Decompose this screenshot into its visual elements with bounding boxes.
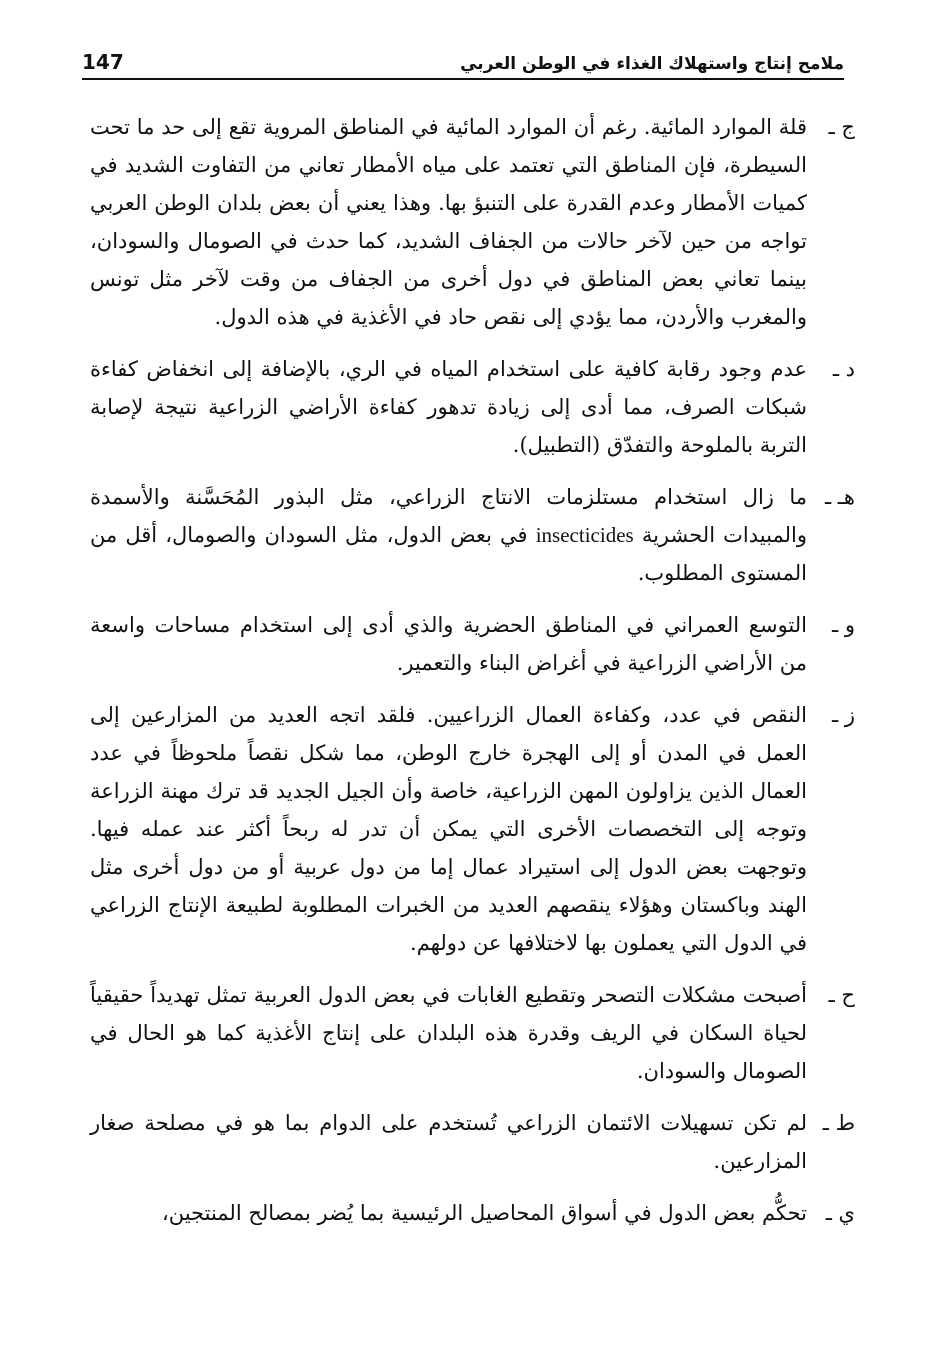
item-marker: ح ـ xyxy=(828,983,855,1007)
list-item xyxy=(90,606,855,682)
item-text-before: ما زال استخدام مستلزمات الانتاج الزراعي، مثل البذور المُحَسَّنة والأسمدة والمبيدات الحشرية xyxy=(90,485,807,547)
item-text: التوسع العمراني في المناطق الحضرية والذي أدى إلى استخدام مساحات واسعة من الأراضي الزراعية في أغراض البناء والتعمير. xyxy=(90,613,807,675)
item-text xyxy=(90,478,807,592)
item-text-after: في بعض الدول، مثل السودان والصومال، أقل من المستوى المطلوب. xyxy=(90,523,807,585)
latin-term: insecticides xyxy=(535,523,634,547)
item-marker: ز ـ xyxy=(832,703,855,727)
item-marker: هـ ـ xyxy=(824,485,855,509)
item-marker: ج ـ xyxy=(828,115,855,139)
item-text: تحكُّم بعض الدول في أسواق المحاصيل الرئيسية بما يُضر بمصالح المنتجين، xyxy=(161,1201,807,1225)
item-marker: د ـ xyxy=(832,357,855,381)
list-item xyxy=(90,1104,855,1180)
item-marker: ط ـ xyxy=(822,1111,855,1135)
item-marker: و ـ xyxy=(832,613,855,637)
list-item xyxy=(90,1194,855,1232)
list-item xyxy=(90,350,855,464)
item-text: أصبحت مشكلات التصحر وتقطيع الغابات في بعض الدول العربية تمثل تهديداً حقيقياً لحياة السكان في الريف وقدرة هذه البلدان على إنتاج الأغذية كما هو الحال في الصومال والسودان. xyxy=(90,983,807,1083)
list-item xyxy=(90,478,855,592)
item-text: عدم وجود رقابة كافية على استخدام المياه في الري، بالإضافة إلى انخفاض كفاءة شبكات الصرف، مما أدى إلى زيادة تدهور كفاءة الأراضي الزراعية نتيجة لإصابة التربة بالملوحة والتفدّق (التطبيل). xyxy=(90,357,807,457)
item-text: قلة الموارد المائية. رغم أن الموارد المائية في المناطق المروية تقع إلى حد ما تحت السيطرة، فإن المناطق التي تعتمد على مياه الأمطار تعاني من التفاوت الشديد في كميات الأمطار وعدم القدرة على التنبؤ بها. وهذا يعني أن بعض بلدان الوطن العربي تواجه من حين لآخر حالات من الجفاف الشديد، كما حدث في الصومال والسودان، بينما تعاني بعض المناطق في دول أخرى من الجفاف من وقت لآخر مثل تونس والمغرب والأردن، مما يؤدي إلى نقص حاد في الأغذية في هذه الدول. xyxy=(90,115,807,329)
item-text: النقص في عدد، وكفاءة العمال الزراعيين. فلقد اتجه العديد من المزارعين إلى العمل في المدن أو إلى الهجرة خارج الوطن، مما شكل نقصاً ملحوظاً في عدد العمال الذين يزاولون المهن الزراعية، خاصة وأن الجيل الجديد قد ترك مهنة الزراعة وتوجه إلى التخصصات الأخرى التي يمكن أن تدر له ربحاً أكثر عند عمله فيها. وتوجهت بعض الدول إلى استيراد عمال إما من دول عربية أو من دول أخرى مثل الهند وباكستان وهؤلاء ينقصهم العديد من الخبرات المطلوبة لطبيعة الإنتاج الزراعي في الدول التي يعملون بها لاختلافها عن دولهم. xyxy=(90,703,808,955)
page-header xyxy=(82,42,844,80)
page-number: 147 xyxy=(82,50,124,74)
body-text xyxy=(90,108,855,1246)
item-text: لم تكن تسهيلات الائتمان الزراعي تُستخدم على الدوام بما هو في مصلحة صغار المزارعين. xyxy=(90,1111,807,1173)
list-item xyxy=(90,108,855,336)
list-item xyxy=(90,696,855,962)
list-item xyxy=(90,976,855,1090)
running-title: ملامح إنتاج واستهلاك الغذاء في الوطن العربي xyxy=(460,54,844,74)
item-marker: ي ـ xyxy=(825,1201,855,1225)
